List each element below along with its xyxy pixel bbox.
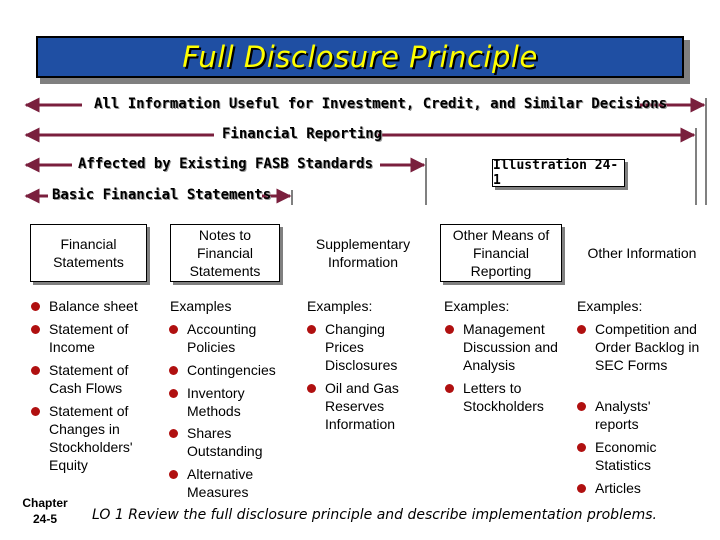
list-item: Statement of Changes in Stockholders' Equity	[49, 403, 133, 473]
list-item: Statement of Cash Flows	[49, 362, 129, 396]
bullet-icon	[169, 429, 178, 438]
list-item: Balance sheet	[49, 298, 138, 314]
header-financial-statements: Financial Statements	[30, 224, 147, 282]
level-financial-reporting: Financial Reporting	[222, 126, 383, 142]
bullet-icon	[31, 366, 40, 375]
examples-label: Examples	[170, 298, 232, 314]
list-item: Letters to Stockholders	[463, 380, 544, 414]
bullet-icon	[307, 384, 316, 393]
examples-label: Examples:	[307, 298, 373, 314]
bullet-icon	[31, 325, 40, 334]
header-other-means: Other Means of Financial Reporting	[440, 224, 562, 282]
list-item: Shares Outstanding	[187, 425, 263, 459]
chapter-label	[20, 495, 70, 527]
header-other-information: Other Information	[587, 245, 697, 261]
bullet-icon	[445, 384, 454, 393]
level-fasb-standards: Affected by Existing FASB Standards	[78, 156, 374, 172]
list-item: Oil and Gas Reserves Information	[325, 380, 399, 432]
bullet-icon	[169, 366, 178, 375]
bullet-icon	[577, 402, 586, 411]
chapter-line1: Chapter	[22, 496, 68, 510]
list-item: Economic Statistics	[595, 439, 657, 473]
bullet-icon	[169, 325, 178, 334]
bullet-icon	[169, 470, 178, 479]
list-item: Management Discussion and Analysis	[463, 321, 558, 373]
illustration-label: Illustration 24-1	[492, 159, 625, 187]
bullet-icon	[577, 443, 586, 452]
list-item: Competition and Order Backlog in SEC Forms	[595, 321, 700, 373]
level-all-information: All Information Useful for Investment, Credit, and Similar Decisions	[94, 96, 668, 112]
bullet-icon	[577, 325, 586, 334]
list-item: Inventory Methods	[187, 385, 245, 419]
bullet-icon	[31, 302, 40, 311]
list-item: Contingencies	[187, 362, 276, 378]
bullet-icon	[445, 325, 454, 334]
bullet-icon	[307, 325, 316, 334]
list-item: Accounting Policies	[187, 321, 257, 355]
examples-label: Examples:	[444, 298, 510, 314]
bullet-icon	[31, 407, 40, 416]
learning-objective: LO 1 Review the full disclosure principle and describe implementation problems.	[92, 507, 657, 523]
list-item: Statement of Income	[49, 321, 129, 355]
bullet-icon	[577, 484, 586, 493]
bullet-icon	[169, 389, 178, 398]
level-basic-statements: Basic Financial Statements	[52, 187, 272, 203]
list-item: Changing Prices Disclosures	[325, 321, 398, 373]
list-item: Articles	[595, 480, 641, 496]
examples-label: Examples:	[577, 298, 643, 314]
list-item: Analysts' reports	[595, 398, 651, 432]
list-item: Alternative Measures	[187, 466, 254, 500]
page-title: Full Disclosure Principle	[182, 40, 538, 74]
header-notes: Notes to Financial Statements	[170, 224, 280, 282]
chapter-line2: 24-5	[32, 512, 58, 526]
header-supplementary: Supplementary Information	[315, 236, 411, 270]
